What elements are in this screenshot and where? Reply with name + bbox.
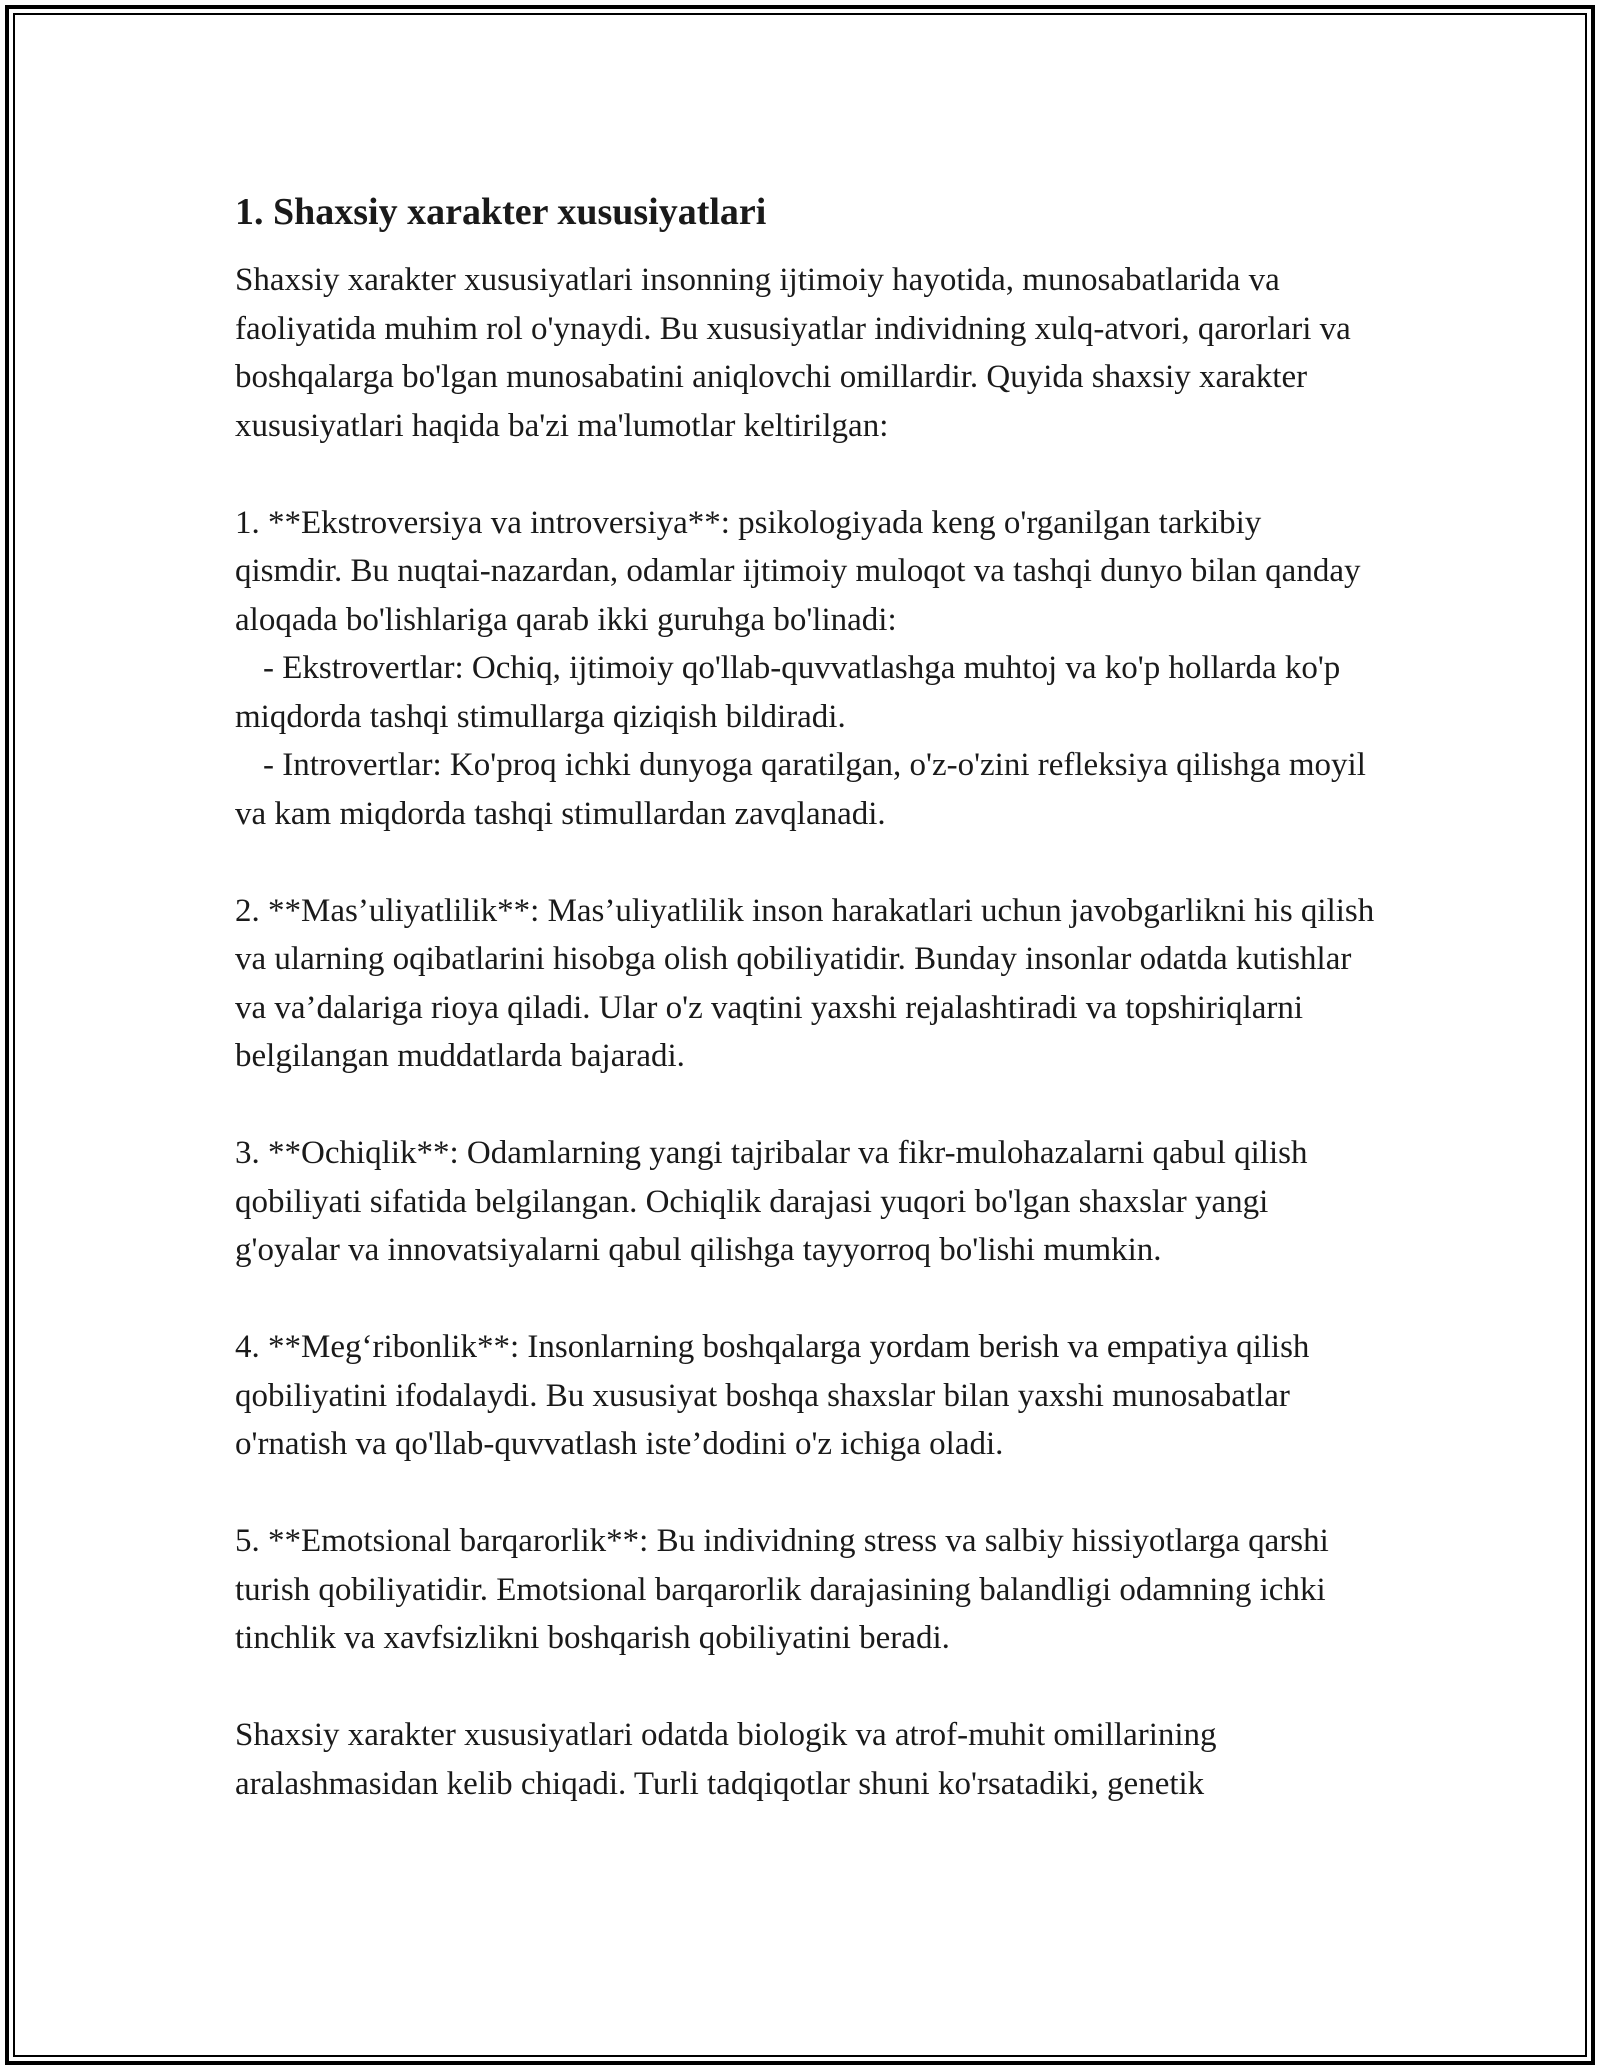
paragraph-gap [235,1469,1375,1518]
sub-item-introverts-text: - Introvertlar: Ko'proq ichki dunyoga qaratilgan, o'z-o'zini refleksiya qilishga moyil va kam miqdorda tashqi stimullardan zavqlanadi. [235,747,1366,832]
sub-item-extroverts-text: - Ekstrovertlar: Ochiq, ijtimoiy qo'llab-quvvatlashga muhtoj va ko'p hollarda ko'p miqdorda tashqi stimullarga qiziqish bildiradi. [235,650,1341,735]
sub-item-introverts [235,741,1375,838]
list-item-responsibility: 2. **Mas’uliyatlilik**: Mas’uliyatlilik inson harakatlari uchun javobgarlikni his qilish va ularning oqibatlarini hisobga olish qobiliyatidir. Bunday insonlar odatda kutishlar va va’dalariga rioya qiladi. Ular o'z vaqtini yaxshi rejalashtiradi va topshiriqlarni belgilangan muddatlarda bajaradi. [235,892,1375,1074]
document-body [235,188,1375,1808]
sub-item-extroverts [235,644,1375,741]
list-item-openness: 3. **Ochiqlik**: Odamlarning yangi tajribalar va fikr-mulohazalarni qabul qilish qobiliyati sifatida belgilangan. Ochiqlik darajasi yuqori bo'lgan shaxslar yangi g'oyalar va innovatsiyalarni qabul qilishga tayyorroq bo'lishi mumkin. [235,1135,1308,1268]
paragraph-gap [235,838,1375,887]
intro-paragraph: Shaxsiy xarakter xususiyatlari insonning ijtimoiy hayotida, munosabatlarida va faoliyatida muhim rol o'ynaydi. Bu xususiyatlar individning xulq-atvori, qarorlari va boshqalarga bo'lgan munosabatini aniqlovchi omillardir. Quyida shaxsiy xarakter xususiyatlari haqida ba'zi ma'lumotlar keltirilgan: [235,262,1351,444]
list-item-emotional-stability: 5. **Emotsional barqarorlik**: Bu individning stress va salbiy hissiyotlarga qarshi turish qobiliyatidir. Emotsional barqarorlik darajasining balandligi odamning ichki tinchlik va xavfsizlikni boshqarish qobiliyatini beradi. [235,1523,1329,1656]
paragraph-gap [235,1081,1375,1130]
paragraph-gap [235,1275,1375,1324]
paragraph-gap [235,1663,1375,1712]
closing-paragraph: Shaxsiy xarakter xususiyatlari odatda biologik va atrof-muhit omillarining aralashmasidan kelib chiqadi. Turli tadqiqotlar shuni ko'rsatadiki, genetik [235,1717,1217,1802]
list-item-kindness: 4. **Meg‘ribonlik**: Insonlarning boshqalarga yordam berish va empatiya qilish qobiliyatini ifodalaydi. Bu xususiyat boshqa shaxslar bilan yaxshi munosabatlar o'rnatish va qo'llab-quvvatlash iste’dodini o'z ichiga oladi. [235,1329,1310,1462]
paragraph-gap [235,450,1375,499]
list-item-extroversion: 1. **Ekstroversiya va introversiya**: psikologiyada keng o'rganilgan tarkibiy qismdir. Bu nuqtai-nazardan, odamlar ijtimoiy muloqot va tashqi dunyo bilan qanday aloqada bo'lishlariga qarab ikki guruhga bo'linadi: [235,504,1361,638]
section-heading: 1. Shaxsiy xarakter xususiyatlari [235,191,767,233]
